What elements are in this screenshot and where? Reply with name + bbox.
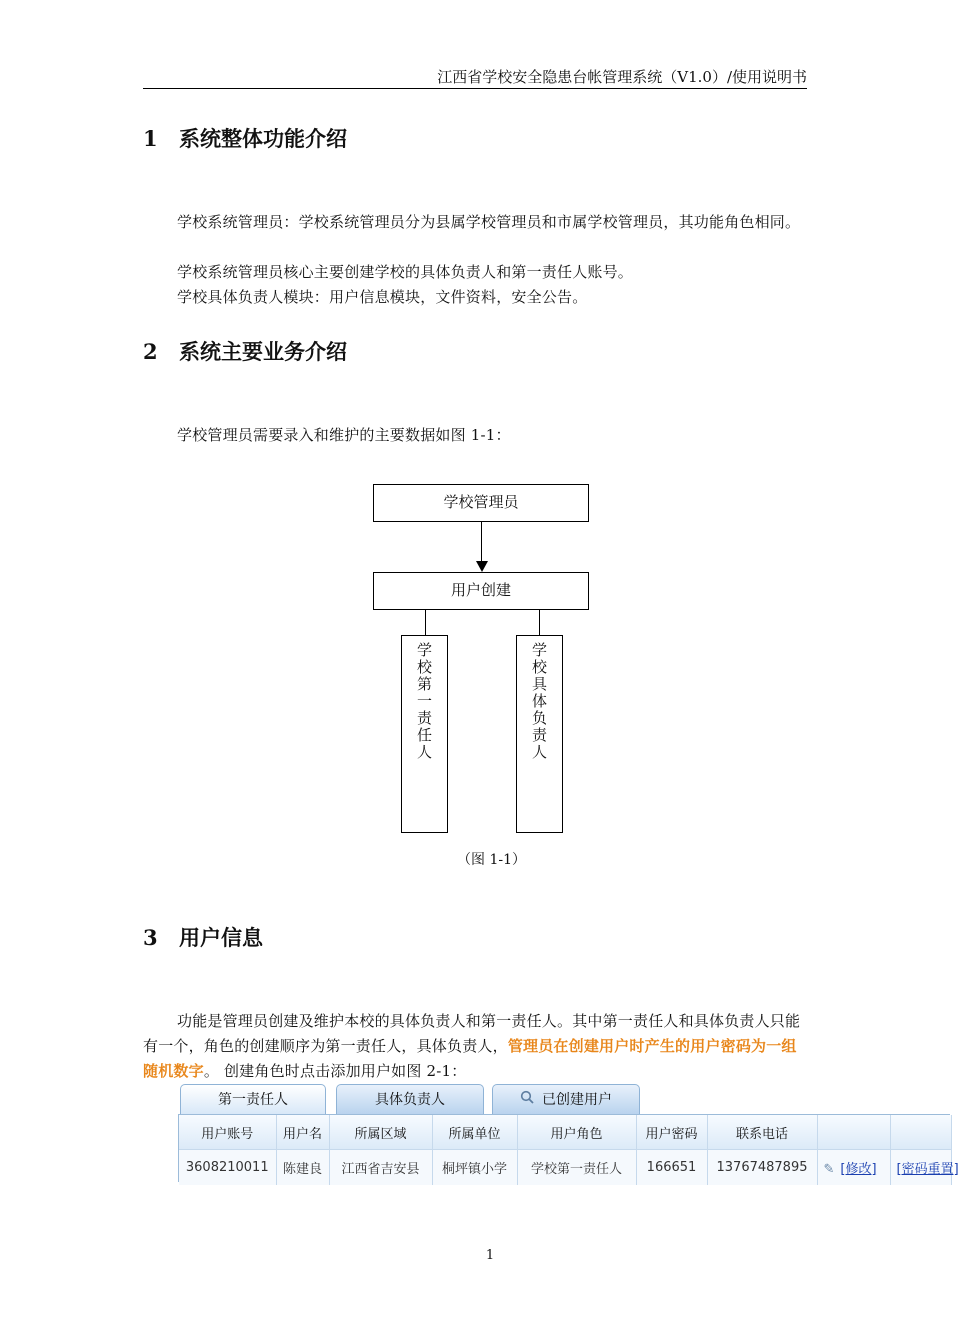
column-header	[890, 1115, 951, 1150]
section-number: 3	[143, 925, 158, 950]
tab-first-responsible[interactable]	[180, 1084, 326, 1114]
tab-label: 具体负责人	[375, 1092, 445, 1108]
diagram-connector	[425, 610, 426, 636]
tab-created-users[interactable]	[492, 1084, 640, 1114]
cell-reset	[890, 1150, 959, 1186]
section-2-heading	[143, 336, 347, 366]
pencil-icon: ✎	[823, 1162, 835, 1177]
paragraph-text: 功能是管理员创建及维护本校的具体负责人和第一责任人。其中第一责任人和具体负责人只能有一个，角色的创建顺序为第一责任人，具体负责人，	[143, 1012, 801, 1055]
edit-link[interactable]: [修改]	[840, 1162, 877, 1177]
cell-phone: 13767487895	[707, 1150, 817, 1186]
cell-name: 陈建良	[276, 1150, 329, 1186]
section-title: 系统整体功能介绍	[179, 127, 347, 151]
tab-specific-responsible[interactable]	[336, 1084, 484, 1114]
paragraph: 学校管理员需要录入和维护的主要数据如图 1-1：	[177, 426, 511, 444]
vertical-label: 学 校 具 体 负 责 人	[531, 641, 547, 761]
vertical-label: 学 校 第 一 责 任 人	[416, 641, 432, 761]
cell-region: 江西省吉安县	[329, 1150, 432, 1186]
section-title: 系统主要业务介绍	[179, 340, 347, 364]
tab-label: 已创建用户	[542, 1092, 612, 1108]
cell-edit	[817, 1150, 890, 1186]
cell-role: 学校第一责任人	[517, 1150, 636, 1186]
tab-label: 第一责任人	[218, 1092, 288, 1108]
cell-unit: 桐坪镇小学	[432, 1150, 517, 1186]
diagram-connector	[539, 610, 540, 636]
section-number: 2	[143, 339, 158, 364]
figure-caption: （图 1-1）	[457, 852, 526, 868]
diagram-node-first-responsible	[401, 635, 448, 833]
highlight-text: 管理员在创建用户时产生的用户密码为一组随机数字	[143, 1037, 797, 1080]
diagram-node-school-admin: 学校管理员	[373, 484, 589, 522]
column-header: 用户账号	[179, 1115, 276, 1150]
table-header-row	[179, 1115, 951, 1150]
paragraph	[143, 1009, 807, 1084]
section-number: 1	[143, 126, 158, 151]
diagram-arrow-line	[481, 522, 482, 564]
paragraph-text: 。 创建角色时点击添加用户如图 2-1：	[203, 1062, 467, 1080]
cell-password: 166651	[636, 1150, 707, 1186]
search-icon	[520, 1086, 534, 1116]
running-header: 江西省学校安全隐患台帐管理系统（V1.0）/使用说明书	[437, 68, 807, 86]
table-row	[179, 1150, 951, 1186]
header-rule	[143, 88, 807, 89]
diagram-node-user-create: 用户创建	[373, 572, 589, 610]
column-header: 联系电话	[707, 1115, 817, 1150]
paragraph: 学校具体负责人模块：用户信息模块，文件资料，安全公告。	[177, 288, 588, 306]
section-title: 用户信息	[179, 926, 263, 950]
page-number: 1	[485, 1248, 495, 1263]
paragraph: 学校系统管理员核心主要创建学校的具体负责人和第一责任人账号。	[177, 263, 634, 281]
section-1-heading	[143, 123, 347, 153]
column-header: 用户名	[276, 1115, 329, 1150]
user-table	[178, 1114, 959, 1182]
column-header: 用户密码	[636, 1115, 707, 1150]
section-3-heading	[143, 922, 263, 952]
password-reset-link[interactable]: [密码重置]	[896, 1162, 959, 1177]
cell-account: 3608210011	[179, 1150, 276, 1186]
paragraph: 学校系统管理员：学校系统管理员分为县属学校管理员和市属学校管理员，其功能角色相同。	[177, 213, 801, 231]
column-header	[817, 1115, 890, 1150]
diagram-node-specific-responsible	[516, 635, 563, 833]
column-header: 所属单位	[432, 1115, 517, 1150]
tab-bar	[180, 1084, 950, 1116]
column-header: 所属区域	[329, 1115, 432, 1150]
column-header: 用户角色	[517, 1115, 636, 1150]
